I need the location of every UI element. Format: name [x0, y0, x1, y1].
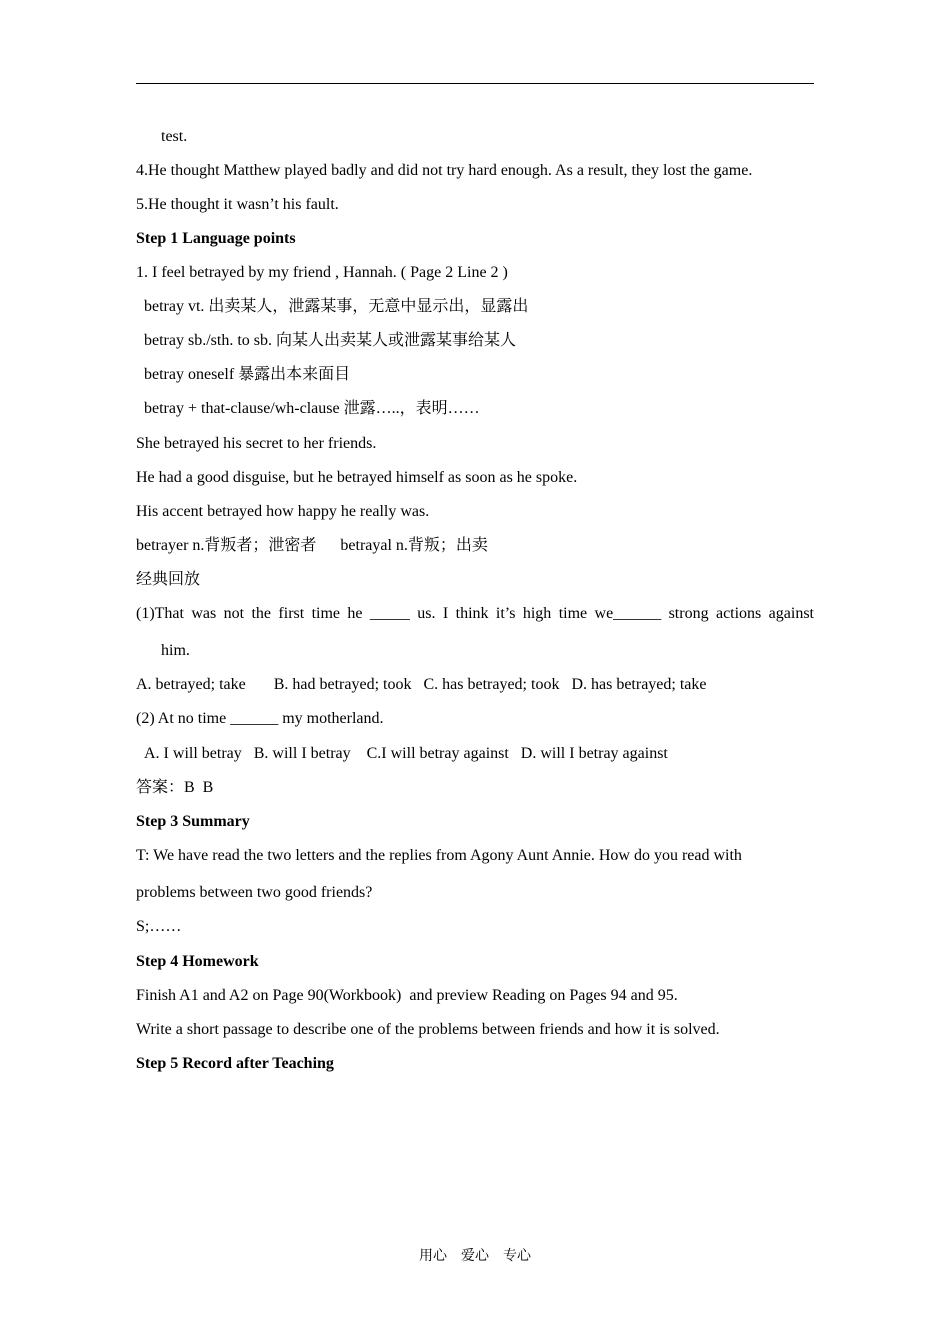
text-line: His accent betrayed how happy he really was.: [136, 503, 430, 520]
text-line: T: We have read the two letters and the replies from Agony Aunt Annie. How do you read with: [136, 847, 742, 864]
text-line: S;……: [136, 918, 182, 935]
text-line: Finish A1 and A2 on Page 90(Workbook) and preview Reading on Pages 94 and 95.: [136, 987, 678, 1004]
text-line: (1)That was not the first time he _____ us. I think it’s high time we______ strong actions against: [136, 605, 814, 622]
section-heading: Step 3 Summary: [136, 813, 250, 830]
text-line: betray oneself 暴露出本来面目: [144, 366, 351, 383]
text-line: him.: [161, 642, 190, 659]
text-line: 4.He thought Matthew played badly and did not try hard enough. As a result, they lost the game.: [136, 162, 753, 179]
text-line: betray sb./sth. to sb. 向某人出卖某人或泄露某事给某人: [144, 332, 516, 349]
text-line: betray + that-clause/wh-clause 泄露…..，表明……: [144, 400, 480, 417]
text-line: Write a short passage to describe one of the problems between friends and how it is solved.: [136, 1021, 720, 1038]
text-line: betrayer n.背叛者；泄密者 betrayal n.背叛；出卖: [136, 537, 488, 554]
text-line: A. betrayed; take B. had betrayed; took C. has betrayed; took D. has betrayed; take: [136, 676, 707, 693]
page-footer: 用心 爱心 专心: [419, 1249, 531, 1264]
section-heading: Step 1 Language points: [136, 230, 296, 247]
text-line: betray vt. 出卖某人，泄露某事，无意中显示出，显露出: [144, 298, 529, 315]
text-line: A. I will betray B. will I betray C.I will betray against D. will I betray against: [144, 745, 668, 762]
text-line: test.: [161, 128, 188, 145]
text-line: 答案：B B: [136, 779, 214, 796]
section-heading: Step 5 Record after Teaching: [136, 1055, 334, 1072]
text-line: 经典回放: [136, 571, 201, 588]
text-line: She betrayed his secret to her friends.: [136, 435, 377, 452]
text-line: 5.He thought it wasn’t his fault.: [136, 196, 339, 213]
text-line: 1. I feel betrayed by my friend , Hannah. ( Page 2 Line 2 ): [136, 264, 508, 281]
header-rule: [136, 83, 814, 84]
text-line: problems between two good friends?: [136, 884, 373, 901]
text-line: (2) At no time ______ my motherland.: [136, 710, 384, 727]
section-heading: Step 4 Homework: [136, 953, 259, 970]
text-line: He had a good disguise, but he betrayed himself as soon as he spoke.: [136, 469, 578, 486]
